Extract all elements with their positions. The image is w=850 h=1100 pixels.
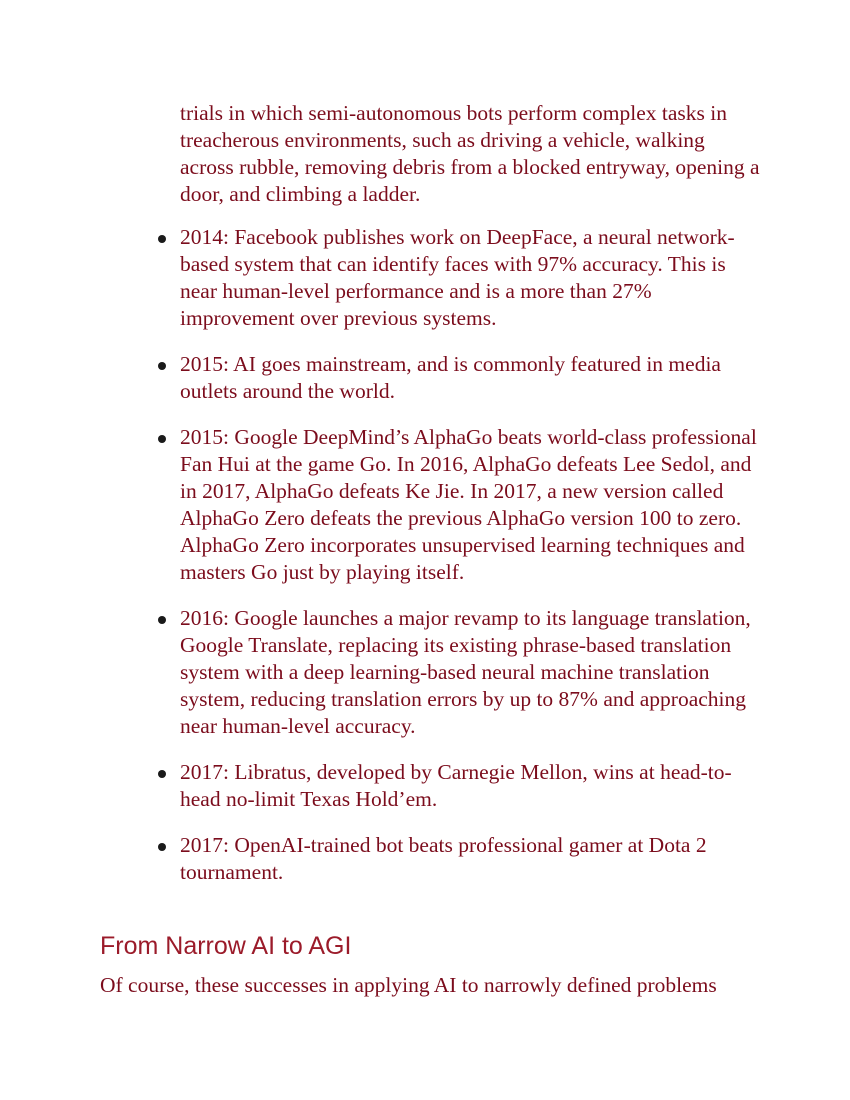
section-intro-paragraph: Of course, these successes in applying AI to narrowly defined problems [100, 973, 717, 997]
section-heading: From Narrow AI to AGI [100, 932, 352, 960]
list-item-text: 2017: OpenAI-trained bot beats professional gamer at Dota 2 tournament. [180, 833, 707, 884]
bullet-icon [158, 435, 166, 443]
bullet-icon [158, 770, 166, 778]
list-item [0, 605, 760, 740]
bullet-icon [158, 362, 166, 370]
list-item [0, 424, 760, 586]
list-item [0, 759, 760, 813]
list-item [0, 224, 760, 332]
bullet-icon [158, 235, 166, 243]
timeline-bullet-list [0, 224, 850, 905]
continuation-paragraph: trials in which semi-autonomous bots perform complex tasks in treacherous environments, such as driving a vehicle, walking across rubble, removing debris from a blocked entryway, opening a door, and climbing a ladder. [180, 101, 760, 206]
bullet-icon [158, 616, 166, 624]
list-item [0, 351, 760, 405]
list-item-text: 2014: Facebook publishes work on DeepFace, a neural network-based system that can identify faces with 97% accuracy. This is near human-level performance and is a more than 27% improvement over previous systems. [180, 225, 735, 330]
list-item-text: 2016: Google launches a major revamp to its language translation, Google Translate, replacing its existing phrase-based translation system with a deep learning-based neural machine translation system, reducing translation errors by up to 87% and approaching near human-level accuracy. [180, 606, 751, 738]
list-item [0, 832, 760, 886]
bullet-icon [158, 843, 166, 851]
list-item-text: 2015: Google DeepMind’s AlphaGo beats world-class professional Fan Hui at the game Go. In 2016, AlphaGo defeats Lee Sedol, and in 2017, AlphaGo defeats Ke Jie. In 2017, a new version called AlphaGo Zero defeats the previous AlphaGo version 100 to zero. AlphaGo Zero incorporates unsupervised learning techniques and masters Go just by playing itself. [180, 425, 757, 584]
list-item-text: 2015: AI goes mainstream, and is commonly featured in media outlets around the world. [180, 352, 721, 403]
list-item-text: 2017: Libratus, developed by Carnegie Mellon, wins at head-to-head no-limit Texas Hold’em. [180, 760, 732, 811]
